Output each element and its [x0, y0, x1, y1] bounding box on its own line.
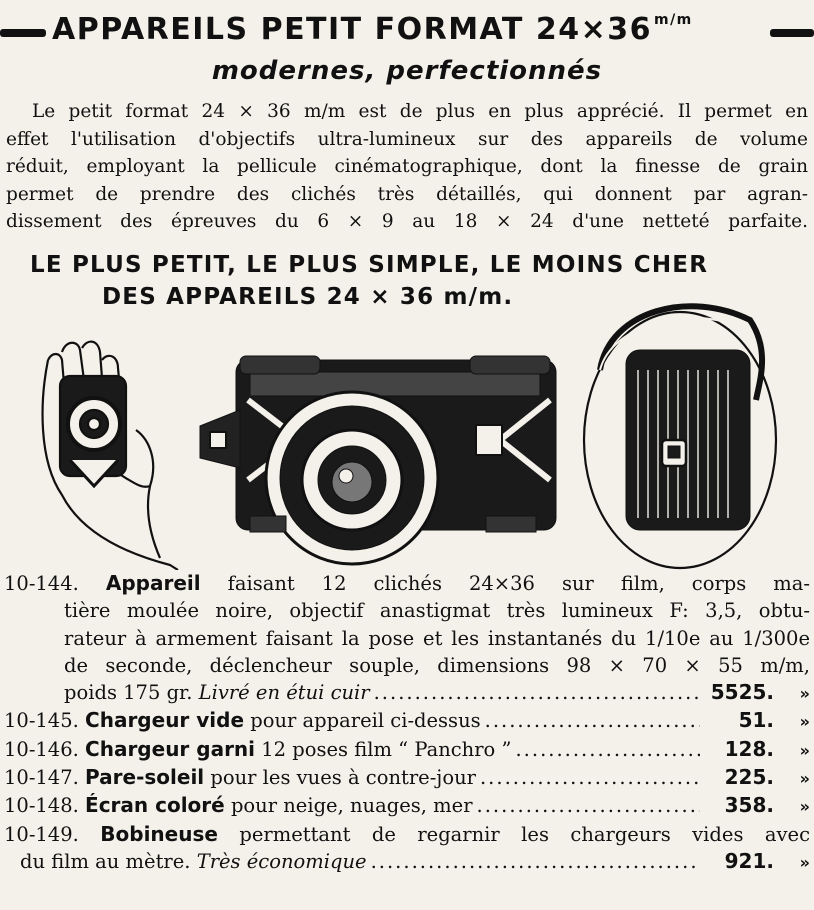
intro-paragraph: [6, 98, 808, 236]
catalog-item-10-146: [4, 736, 810, 764]
item-desc: pour neige, nuages, mer: [230, 794, 473, 818]
catalog-item-10-145: [4, 707, 810, 735]
item-desc: pour appareil ci-dessus: [250, 709, 481, 733]
item-line: de seconde, déclencheur souple, dimensions 98 × 70 × 55 m/m,: [64, 653, 810, 677]
item-price: 51.: [738, 708, 774, 733]
price-suffix: »: [799, 769, 810, 789]
price-suffix: »: [799, 740, 810, 760]
page-header: [0, 12, 814, 52]
intro-line: Le petit format 24 × 36 m/m est de plus en plus apprécié. Il permet en: [32, 101, 808, 122]
item-price: 225.: [724, 765, 774, 790]
item-price-line: [4, 848, 810, 876]
price-suffix: »: [799, 797, 810, 817]
case-illustration: [584, 306, 776, 568]
item-price: 128.: [724, 736, 774, 761]
title-unit: m/m: [653, 12, 693, 28]
camera-illustration: [200, 356, 556, 564]
page-title: [52, 12, 693, 47]
item-ref: 10-147.: [4, 766, 79, 790]
item-desc: permettant de regarnir les chargeurs vides avec: [239, 822, 810, 846]
item-note: Livré en étui cuir: [198, 681, 370, 705]
intro-line: dissement des épreuves du 6 × 9 au 18 × 24 d'une netteté parfaite.: [6, 211, 808, 232]
intro-line: permet de prendre des clichés très détaillés, qui donnent par agran-: [6, 183, 808, 205]
item-name: Pare-soleil: [85, 765, 205, 790]
leader-dots: [515, 736, 700, 763]
item-name: Écran coloré: [85, 793, 225, 818]
price-suffix: »: [799, 852, 810, 872]
item-line: rateur à armement faisant la pose et les instantanés du 1/10e au 1/300e: [64, 626, 810, 650]
item-ref: 10-146.: [4, 737, 79, 761]
item-name: Appareil: [105, 571, 201, 595]
intro-line: effet l'utilisation d'objectifs ultra-lumineux sur des appareils de volume: [6, 128, 808, 150]
item-ref: 10-149.: [4, 822, 79, 846]
item-ref: 10-145.: [4, 709, 79, 733]
item-ref: 10-148.: [4, 794, 79, 818]
price-suffix: »: [799, 684, 810, 704]
slogan-line-1: LE PLUS PETIT, LE PLUS SIMPLE, LE MOINS CHER: [30, 252, 709, 278]
item-price: 5525.: [710, 680, 774, 705]
title-text: APPAREILS PETIT FORMAT 24×36: [52, 12, 652, 47]
item-name: Chargeur vide: [85, 708, 245, 733]
item-desc: du film au mètre.: [20, 849, 191, 873]
leader-dots: [485, 707, 700, 734]
leader-dots: [477, 792, 700, 819]
item-price: 921.: [724, 848, 774, 873]
price-suffix: »: [799, 712, 810, 732]
catalog-item-10-149: [4, 821, 810, 877]
leader-dots: [371, 848, 700, 875]
header-rule-right: [770, 29, 814, 37]
item-desc: pour les vues à contre-jour: [210, 766, 476, 790]
intro-line: réduit, employant la pellicule cinématographique, dont la finesse de grain: [6, 156, 808, 177]
leader-dots: [374, 679, 700, 706]
catalog-list: [4, 570, 810, 876]
slogan-line-2: DES APPAREILS 24 × 36 m/m.: [102, 284, 514, 310]
catalog-item-10-144: [4, 570, 810, 707]
header-rule-left: [0, 29, 46, 37]
item-desc: poids 175 gr.: [64, 681, 193, 705]
item-name: Bobineuse: [100, 821, 218, 846]
item-price: 358.: [724, 793, 774, 818]
item-desc: faisant 12 clichés 24×36 sur film, corps ma-: [227, 572, 810, 595]
illustration-panel: [0, 290, 814, 570]
catalog-item-10-147: [4, 764, 810, 792]
item-name: Chargeur garni: [85, 736, 256, 761]
item-line: [4, 570, 810, 597]
page-subtitle: modernes, perfectionnés: [211, 56, 603, 86]
item-price-line: [4, 679, 810, 707]
item-ref: 10-144.: [4, 572, 79, 595]
hand-illustration: [43, 342, 178, 570]
leader-dots: [480, 764, 700, 791]
item-desc: 12 poses film “ Panchro ”: [261, 737, 512, 761]
item-line: [4, 821, 810, 848]
catalog-item-10-148: [4, 792, 810, 820]
item-note: Très économique: [196, 849, 367, 873]
item-line: tière moulée noire, objectif anastigmat très lumineux F: 3,5, obtu-: [64, 599, 810, 623]
